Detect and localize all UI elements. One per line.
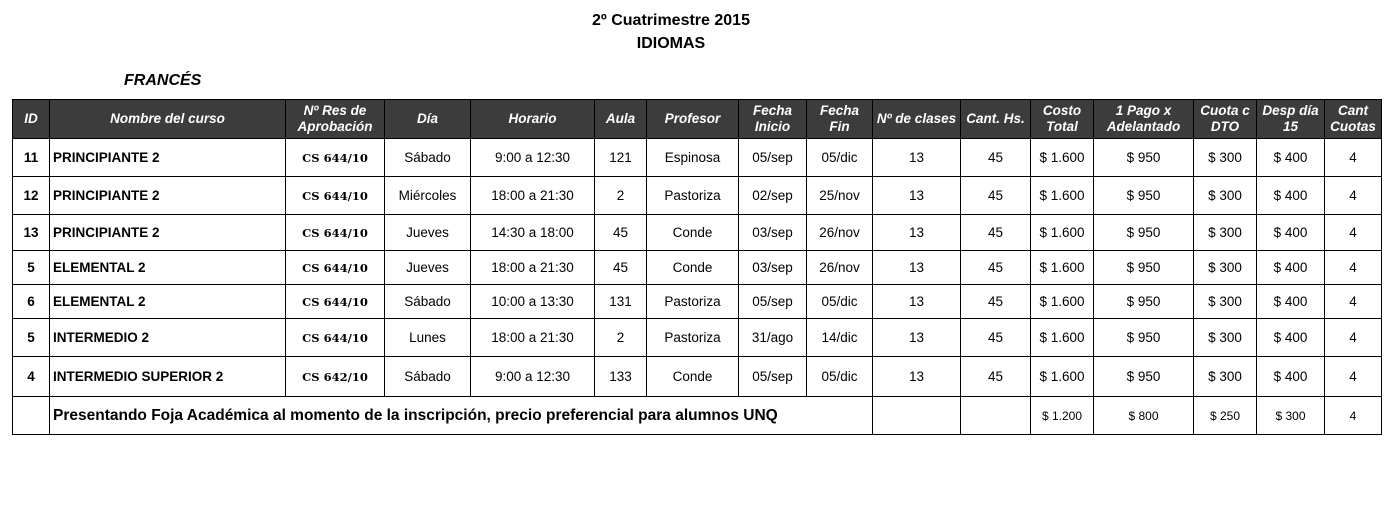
footnote-empty-clases [873,397,961,435]
cell-profesor: Pastoriza [647,177,739,215]
cell-horario: 18:00 a 21:30 [471,251,595,285]
cell-cant-cuotas: 4 [1325,215,1382,251]
cell-cuota-dto: $ 300 [1194,215,1257,251]
cell-aula: 133 [595,357,647,397]
cell-clases: 13 [873,177,961,215]
cell-dia: Sábado [385,357,471,397]
cell-nombre: PRINCIPIANTE 2 [50,215,286,251]
cell-dia: Jueves [385,251,471,285]
cell-horario: 10:00 a 13:30 [471,285,595,319]
cell-horas: 45 [961,251,1031,285]
column-header-pago-adelantado: 1 Pago x Adelantado [1094,100,1194,139]
footnote-text: Presentando Foja Académica al momento de la inscripción, precio preferencial para alumnos UNQ [50,397,873,435]
cell-horario: 9:00 a 12:30 [471,139,595,177]
cell-profesor: Pastoriza [647,319,739,357]
cell-dia: Miércoles [385,177,471,215]
cell-profesor: Pastoriza [647,285,739,319]
cell-profesor: Conde [647,251,739,285]
cell-res: CS 644/10 [286,215,385,251]
cell-profesor: Espinosa [647,139,739,177]
footnote-row [13,397,1382,435]
cell-nombre: PRINCIPIANTE 2 [50,139,286,177]
cell-cuota-dto: $ 300 [1194,285,1257,319]
cell-res: CS 642/10 [286,357,385,397]
column-header-fecha-inicio: Fecha Inicio [739,100,807,139]
cell-costo-total: $ 1.600 [1031,139,1094,177]
footnote-desp-dia-15: $ 300 [1257,397,1325,435]
footnote-cant-cuotas: 4 [1325,397,1382,435]
cell-cuota-dto: $ 300 [1194,139,1257,177]
cell-clases: 13 [873,285,961,319]
cell-costo-total: $ 1.600 [1031,215,1094,251]
table-row [13,251,1382,285]
table-header-row [13,100,1382,139]
cell-horas: 45 [961,285,1031,319]
cell-fecha-fin: 05/dic [807,357,873,397]
cell-pago-adelantado: $ 950 [1094,215,1194,251]
section-title: FRANCÉS [124,72,202,89]
column-header-cant-cuotas: Cant Cuotas [1325,100,1382,139]
cell-nombre: PRINCIPIANTE 2 [50,177,286,215]
cell-desp-dia-15: $ 400 [1257,251,1325,285]
cell-aula: 45 [595,251,647,285]
column-header-nombre: Nombre del curso [50,100,286,139]
column-header-clases: Nº de clases [873,100,961,139]
table-row [13,139,1382,177]
cell-costo-total: $ 1.600 [1031,251,1094,285]
cell-res: CS 644/10 [286,177,385,215]
cell-fecha-inicio: 31/ago [739,319,807,357]
cell-pago-adelantado: $ 950 [1094,251,1194,285]
cell-horario: 9:00 a 12:30 [471,357,595,397]
cell-aula: 45 [595,215,647,251]
cell-fecha-inicio: 03/sep [739,251,807,285]
table-body [13,139,1382,435]
cell-horas: 45 [961,139,1031,177]
cell-cant-cuotas: 4 [1325,285,1382,319]
column-header-horario: Horario [471,100,595,139]
cell-aula: 121 [595,139,647,177]
cell-costo-total: $ 1.600 [1031,357,1094,397]
cell-nombre: INTERMEDIO SUPERIOR 2 [50,357,286,397]
cell-desp-dia-15: $ 400 [1257,357,1325,397]
cell-aula: 2 [595,319,647,357]
cell-fecha-fin: 05/dic [807,139,873,177]
cell-cant-cuotas: 4 [1325,177,1382,215]
cell-dia: Sábado [385,139,471,177]
cell-id: 12 [13,177,50,215]
cell-clases: 13 [873,251,961,285]
cell-aula: 2 [595,177,647,215]
cell-pago-adelantado: $ 950 [1094,357,1194,397]
cell-profesor: Conde [647,357,739,397]
cell-profesor: Conde [647,215,739,251]
cell-pago-adelantado: $ 950 [1094,285,1194,319]
cell-clases: 13 [873,357,961,397]
cell-id: 13 [13,215,50,251]
cell-clases: 13 [873,215,961,251]
cell-desp-dia-15: $ 400 [1257,319,1325,357]
column-header-horas: Cant. Hs. [961,100,1031,139]
cell-fecha-inicio: 05/sep [739,357,807,397]
table-row [13,285,1382,319]
cell-horario: 14:30 a 18:00 [471,215,595,251]
cell-nombre: ELEMENTAL 2 [50,285,286,319]
cell-horas: 45 [961,357,1031,397]
table-row [13,357,1382,397]
cell-cuota-dto: $ 300 [1194,177,1257,215]
cell-pago-adelantado: $ 950 [1094,319,1194,357]
cell-cuota-dto: $ 300 [1194,319,1257,357]
cell-fecha-fin: 25/nov [807,177,873,215]
footnote-costo-total: $ 1.200 [1031,397,1094,435]
cell-res: CS 644/10 [286,319,385,357]
cell-fecha-fin: 26/nov [807,215,873,251]
column-header-fecha-fin: Fecha Fin [807,100,873,139]
cell-cuota-dto: $ 300 [1194,357,1257,397]
cell-horario: 18:00 a 21:30 [471,177,595,215]
cell-cant-cuotas: 4 [1325,139,1382,177]
cell-fecha-inicio: 05/sep [739,285,807,319]
cell-nombre: INTERMEDIO 2 [50,319,286,357]
cell-nombre: ELEMENTAL 2 [50,251,286,285]
column-header-res: Nº Res de Aprobación [286,100,385,139]
footnote-cuota-dto: $ 250 [1194,397,1257,435]
column-header-id: ID [13,100,50,139]
cell-pago-adelantado: $ 950 [1094,139,1194,177]
cell-horas: 45 [961,177,1031,215]
cell-id: 5 [13,319,50,357]
cell-fecha-fin: 26/nov [807,251,873,285]
footnote-empty-horas [961,397,1031,435]
course-table [12,99,1382,435]
cell-horario: 18:00 a 21:30 [471,319,595,357]
cell-res: CS 644/10 [286,285,385,319]
cell-costo-total: $ 1.600 [1031,177,1094,215]
cell-id: 4 [13,357,50,397]
cell-fecha-inicio: 05/sep [739,139,807,177]
cell-fecha-inicio: 02/sep [739,177,807,215]
cell-id: 5 [13,251,50,285]
cell-cant-cuotas: 4 [1325,319,1382,357]
cell-desp-dia-15: $ 400 [1257,285,1325,319]
cell-clases: 13 [873,139,961,177]
cell-clases: 13 [873,319,961,357]
page-subtitle: IDIOMAS [636,35,706,52]
cell-desp-dia-15: $ 400 [1257,177,1325,215]
column-header-costo-total: Costo Total [1031,100,1094,139]
cell-aula: 131 [595,285,647,319]
cell-cant-cuotas: 4 [1325,251,1382,285]
cell-cant-cuotas: 4 [1325,357,1382,397]
table-row [13,177,1382,215]
cell-id: 6 [13,285,50,319]
cell-horas: 45 [961,215,1031,251]
cell-costo-total: $ 1.600 [1031,319,1094,357]
cell-id: 11 [13,139,50,177]
cell-desp-dia-15: $ 400 [1257,139,1325,177]
column-header-profesor: Profesor [647,100,739,139]
cell-costo-total: $ 1.600 [1031,285,1094,319]
table-row [13,319,1382,357]
cell-fecha-fin: 05/dic [807,285,873,319]
cell-fecha-inicio: 03/sep [739,215,807,251]
cell-fecha-fin: 14/dic [807,319,873,357]
page-title: 2º Cuatrimestre 2015 [592,12,750,29]
cell-pago-adelantado: $ 950 [1094,177,1194,215]
cell-res: CS 644/10 [286,139,385,177]
footnote-empty-id [13,397,50,435]
column-header-cuota-dto: Cuota c DTO [1194,100,1257,139]
cell-res: CS 644/10 [286,251,385,285]
cell-horas: 45 [961,319,1031,357]
cell-dia: Jueves [385,215,471,251]
cell-dia: Sábado [385,285,471,319]
footnote-pago-adelantado: $ 800 [1094,397,1194,435]
cell-cuota-dto: $ 300 [1194,251,1257,285]
column-header-desp-dia-15: Desp día 15 [1257,100,1325,139]
column-header-dia: Día [385,100,471,139]
column-header-aula: Aula [595,100,647,139]
cell-dia: Lunes [385,319,471,357]
table-row [13,215,1382,251]
cell-desp-dia-15: $ 400 [1257,215,1325,251]
